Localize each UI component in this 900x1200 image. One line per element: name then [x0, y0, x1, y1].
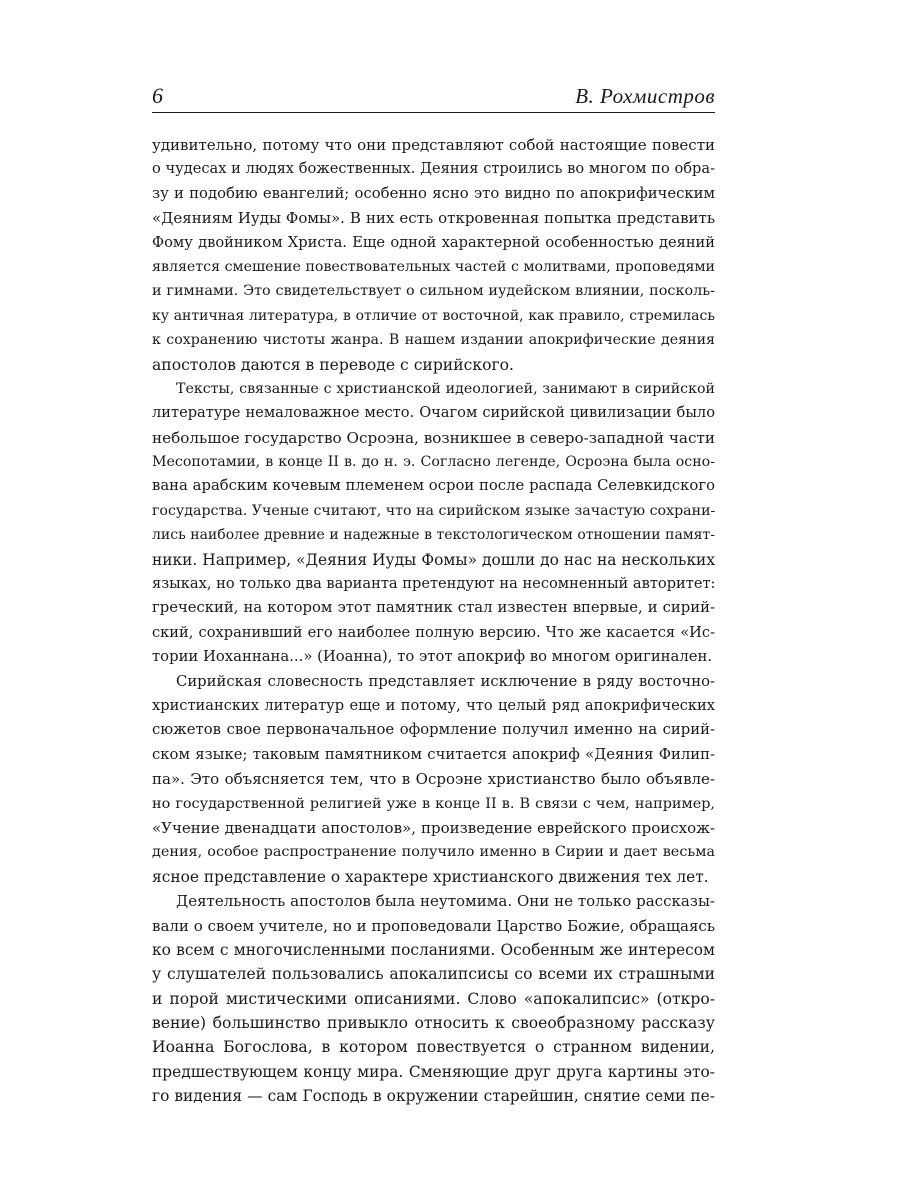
text-line: и порой мистическими описаниями. Слово «апокалипсис» (откро- [152, 989, 715, 1008]
text-line: греческий, на котором этот памятник стал известен впервые, и сирий- [152, 599, 715, 617]
text-line: Деятельность апостолов была неутомима. Они не только рассказы- [176, 892, 715, 911]
text-line: зу и подобию евангелий; особенно ясно это видно по апокрифическим [152, 184, 715, 202]
text-line: государства. Ученые считают, что на сирийском языке зачастую сохрани- [152, 502, 716, 519]
text-line: удивительно, потому что они представляют собой настоящие повести [152, 136, 715, 154]
text-line: о чудесах и людях божественных. Деяния строились во многом по обра- [152, 160, 715, 178]
text-line: апостолов даются в переводе с сирийского. [152, 355, 514, 374]
text-line: Месопотамии, в конце II в. до н. э. Согласно легенде, Осроэна была осно- [152, 454, 715, 471]
text-line: вение) большинство привыкло относить к своеобразному рассказу [152, 1014, 715, 1033]
text-line: ники. Например, «Деяния Иуды Фомы» дошли до нас на нескольких [152, 550, 715, 569]
text-line: тории Иоханнана...» (Иоанна), то этот апокриф во многом оригинален. [152, 648, 713, 666]
text-line: но государственной религией уже в конце II в. В связи с чем, например, [152, 795, 715, 812]
text-line: Иоанна Богослова, в котором повествуется о странном видении, [152, 1038, 715, 1057]
text-line: к сохранению чистоты жанра. В нашем издании апокрифические деяния [152, 332, 715, 349]
text-line: «Деяниям Иуды Фомы». В них есть откровенная попытка представить [152, 209, 715, 228]
text-line: литературе немаловажное место. Очагом сирийской цивилизации было [152, 404, 715, 422]
text-line: Сирийская словесность представляет исключение в ряду восточно- [176, 672, 715, 690]
text-line: го видения — сам Господь в окружении старейшин, снятие семи пе- [152, 1087, 715, 1106]
text-line: лись наиболее древние и надежные в текстологическом отношении памят- [152, 527, 715, 544]
page-number: 6 [152, 83, 163, 108]
text-line: ку античная литература, в отличие от восточной, как правило, стремилась [152, 307, 715, 324]
text-line: предшествующем концу мира. Сменяющие друг друга картины это- [152, 1062, 715, 1081]
text-line: ко всем с многочисленными посланиями. Особенным же интересом [152, 940, 715, 959]
text-line: Фому двойником Христа. Еще одной характерной особенностью деяний [152, 233, 715, 251]
running-header [152, 80, 715, 108]
text-line: сюжетов свое первоначальное оформление получил именно на сирий- [152, 721, 715, 739]
text-line: языках, но только два варианта претендуют на несомненный авторитет: [152, 575, 716, 593]
text-line: ском языке; таковым памятником считается апокриф «Деяния Филип- [152, 745, 715, 763]
text-line: вали о своем учителе, но и проповедовали Царство Божие, обращаясь [152, 916, 715, 935]
running-head-author: В. Рохмистров [575, 84, 715, 108]
text-line: христианских литератур еще и потому, что целый ряд апокрифических [152, 696, 715, 714]
header-rule [152, 112, 715, 113]
text-line: дения, особое распространение получило именно в Сирии и дает весьма [152, 844, 715, 861]
text-line: па». Это объясняется тем, что в Осроэне христианство было объявле- [152, 770, 715, 789]
text-line: «Учение двенадцати апостолов», произведение еврейского происхож- [152, 818, 715, 837]
text-line: ский, сохранивший его наиболее полную версию. Что же касается «Ис- [152, 623, 715, 641]
text-line: и гимнами. Это свидетельствует о сильном иудейском влиянии, посколь- [152, 283, 715, 300]
body-text [152, 133, 715, 1109]
text-line: у слушателей пользовались апокалипсисы со всеми их страшными [152, 965, 715, 984]
text-line: Тексты, связанные с христианской идеологией, занимают в сирийской [176, 380, 715, 397]
text-line: небольшое государство Осроэна, возникшее в северо-западной части [152, 428, 715, 447]
text-line: является смешение повествовательных частей с молитвами, проповедями [152, 258, 715, 275]
text-line: вана арабским кочевым племенем осрои после распада Селевкидского [152, 477, 715, 495]
text-line: ясное представление о характере христианского движения тех лет. [152, 867, 709, 886]
